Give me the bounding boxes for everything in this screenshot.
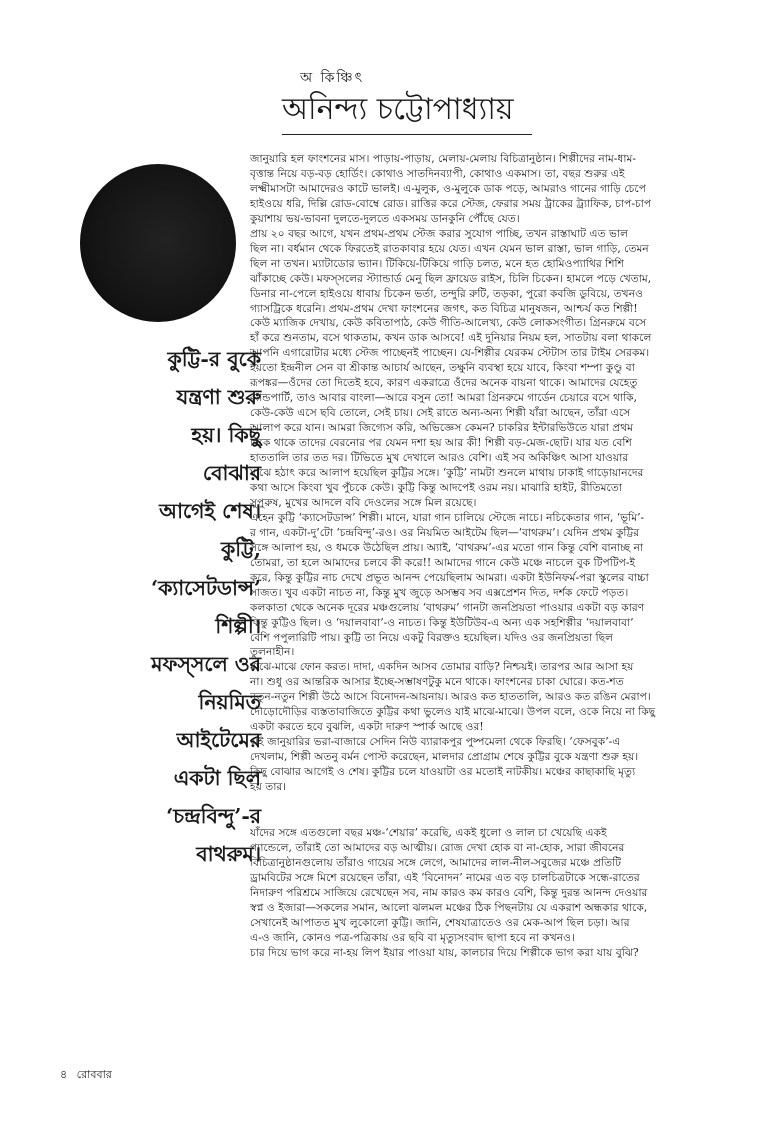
pull-quote-line: মফস্‌সলে ওর [151,651,261,676]
article-line: জানুয়ারি হল ফাংশনের মাস। পাড়ায়-পাড়ায়, মেলায়-মেলায় বিচিত্রানুষ্ঠান। শিল্পীদের নাম-ধাম- [250,152,637,165]
article-line: কেউ ম্যাজিক দেখায়, কেউ কবিতাপাঠ, কেউ গীতি-আলেখ্য, কেউ লোকসংগীত। গ্রিনরুমে বসে [250,316,647,330]
article-line: স্বপ্ন ও ইজারা—সকলের সমান, আলো ঝলমল মঞ্চের ঠিক পিছনটায় যে একরাশ অন্ধকার থাকে, [250,900,648,914]
article-line: কেউ-কেউ এসে ছবি তোলে, সেই চায়। সেই রাতে অন্য-অন্য শিল্পী যাঁরা আছেন, তাঁরা এসে [250,406,631,420]
article-line: প্রায় ২০ বছর আগে, যখন প্রথম-প্রথম স্টেজ করার সুযোগ পাচ্ছি, তখন রাস্তাঘাট এত ভাল [250,226,629,240]
article-line: বিচিত্রানুষ্ঠানগুলোয় তাঁরাও গায়ের সঙ্গে লেগে, আমাদের লাল-নীল-সবুজের মঞ্চে প্রতিটি [250,855,622,869]
article-line: কথা আসে কিংবা খুব পুঁচকে কেউ। কুট্টি কিন্তু আদপেই ওরম নয়। মাঝারি হাইট, রীতিমতো [250,480,622,494]
article-line: লক্ষ্মীমাসটা আমাদেরও কাটে ভালই। এ-মুলুক, ও-মুলুকে ডাক পড়ে, আমরাও গানের গাড়ি চেপে [250,181,646,195]
article-line: দিকে থাকে তাদের বেরনোর পর যেমন দশা হয় আর কী! শিল্পী বড়-মেজ-ছোট। যার যত বেশি [250,436,632,450]
article-line: করে, কিন্তু কুট্টির নাচ দেখে প্রভূত আনন্দ পেয়েছিলাম আমরা। একটা ইউনিফর্ম-পরা স্কুলের বাচ্চা [250,570,649,584]
magazine-name: রোববার [76,1068,112,1081]
pull-quote-line: কুট্টি-র বুকে [167,347,261,371]
pull-quote-line: আগেই শেষ। [159,499,261,524]
pull-quote-line: বাথরুম। [196,842,261,867]
article-line: গ্যাসট্রিকে ধরেনি। প্রথম-প্রথম দেখা ফাংশনের জগৎ, কত বিচিত্র মানুষজন, আশ্চর্য কত শিল্পী! [250,301,638,315]
article-line: র গান, একটা-দু’টো ‘চন্দ্রবিন্দু’-রও। ওর নিয়মিত আইটেম ছিল—‘বাথরুম’। যেদিন প্রথম কুট্টির [250,525,640,539]
article-line: চার দিয়ে ভাগ করে না-হয় লিপ ইয়ার পাওয়া যায়, কালচার দিয়ে শিল্পীকে ভাগ করা যায় বুঝি? [250,945,639,959]
page-footer [60,1066,260,1085]
pull-quote-line: ‘ক্যাসেটডান্স’ [150,575,261,600]
article-line: ঝাঁকাচ্ছে কেউ। মফস্‌সলের স্ট্যান্ডার্ড মেনু ছিল ফ্রায়েড রাইস, চিলি চিকেন। হামলে পড়ে খেতাম, [250,271,652,285]
page-number: ৪ [60,1068,68,1081]
article-line: দৌড়োদৌড়ির ব্যস্ততাবাজিতে কুট্টির কথা ভুলেও যাই মাঝে-মাঝে। উপল বলে, ওকে নিয়ে না কিছু [250,705,656,719]
article-block-1 [250,152,710,795]
article-line: আপনি এগারোটার মধ্যে স্টেজ পাচ্ছেনই পাচ্ছেন। যে-শিল্পীর যেরকম স্টেটাস তার টাইম সেরকম। [250,346,650,360]
article-line: কুয়াশায় ভয়-ভাবনা দুলতে-দুলতে একসময় ডানকুনি পৌঁছে যেত। [250,211,520,225]
pull-quote-line: একটা ছিল [173,766,261,791]
author-photo [80,164,236,322]
article-line: তুলনাহীন। [250,645,295,659]
article-line: এ-ও জানি, কোনও পত্র-পত্রিকায় ওর ছবি বা মৃত্যুসংবাদ ছাপা হবে না কখনও। [250,930,575,944]
article-line: মাঝে হঠাৎ করে আলাপ হয়েছিল কুট্টির সঙ্গে। ‘কুট্টি’ নামটা শুনলে মাথায় ঢাকাই গাড়োয়ানদের [250,466,644,480]
article-line: আলাপ করে যান। আমরা জিগ্যেস করি, অভিজ্ঞেস কেমন? চাকরির ইন্টারভিউতে যারা প্রথম [250,421,634,435]
article-line: সাজত। খুব একটা নাচত না, কিন্তু মুখ জুড়ে অসম্ভব সব এক্সপ্রেশন দিত, দর্শক ফেটে পড়ত। [250,585,629,599]
pull-quote-line: ‘চন্দ্রবিন্দু’-র [166,804,261,829]
article-line: সেখানেই আপাতত মুখ লুকোলো কুট্টি। জানি, শেষযাত্রাতেও ওর মেক-আপ ছিল চড়া। আর [250,915,630,929]
article-line: বেশি পপুলারিটি পায়। কুট্টি তা নিয়ে একটু বিরক্তও হয়েছিল। যদিও ওর জনপ্রিয়তা ছিল [250,630,614,644]
article-line: হয় তার। [250,780,287,794]
pull-quote-line: যন্ত্রণা শুরু [176,385,261,410]
column-tag: অ কিঞ্চিৎ [300,70,365,86]
article-line: যাঁদের সঙ্গে এতগুলো বছর মঞ্চ-‘শেয়ার’ করেছি, একই ধুলো ও লাল চা খেয়েছি একই [250,825,607,839]
article-line: কিন্তু কুট্টিও ছিল। ও ‘দয়ালবাবা’-ও নাচত। কিন্তু ইউটিউব-এ অন্য এক সহশিল্পীর ‘দয়ালবাবা’ [250,615,634,629]
article-line: তোমরা, তা হলে আমাদের চলবে কী করে!! আমাদের গানে কেউ মঞ্চে নাচলে বুক টিপটিপ-ই [250,555,636,569]
article-line: সুপুরুষ, মুখের আদলে ববি দেওলের সঙ্গে মিল রয়েছে। [250,495,477,509]
article-line: না। শুধু ওর আন্তরিক আসার ইচ্ছে-সম্ভাষণটুকু মনে থাকে। ফাংশনের চাকা ঘোরে। কত-শত [250,675,624,689]
article-line: কিছু বোঝার আগেই ও শেষ। কুট্টির চলে যাওয়াটা ওর মতোই নাটকীয়। মঞ্চের কাছাকাছি মৃত্যু [250,765,636,779]
article-line: ছিল না। বর্ধমান থেকে ফিরতেই রাতকাবার হয়ে যেত। এখন যেমন ভাল রাস্তা, ভাল গাড়ি, তেমন [250,241,649,255]
article-line: ডিনার না-পেলে হাইওয়ে ধাবায় চিকেন ভর্তা, তন্দুরি রুটি, তড়কা, পুরো কবজি ডুবিয়ে, তখনও [250,286,643,300]
pull-quote-line: শিল্পী। [215,613,261,638]
article-line: ছিল না তখন। ম্যাটাডোর ভ্যান। টিকিয়ে-টিকিয়ে গাড়ি চলত, মনে হত হোমিওপ্যাথির শিশি [250,256,624,270]
article-line: এহেন কুট্টি ‘ক্যাসেটডান্স’ শিল্পী। মানে, যারা গান চালিয়ে স্টেজে নাচে। নচিকেতার গান, ‘ভূমি’- [250,510,645,524]
article-line: সঙ্গে আলাপ হয়, ও ধমকে উঠেছিল প্রায়। অ্যাই, ‘বাথরুম’-এর মতো গান কিন্তু বেশি বানাচ্ছ না [250,540,644,554]
article-line: দেখলাম, শিল্পী অতনু বর্মন পোস্ট করেছেন, মালদার প্রোগ্রাম শেষে কুট্টির বুকে যন্ত্রণা শুরু হয়। [250,750,639,764]
article-line: প্যান্ডেলে, তাঁরাই তো আমাদের বড় আত্মীয়। রোজ দেখা হোক বা না-হোক, সারা জীবনের [250,840,625,854]
article-line: একটা করতে হবে বুঝলি, একটা দারুণ স্পার্ক আছে ওর! [250,720,484,734]
pull-quote-line: আইটেমের [176,727,261,752]
pull-quote-line: নিয়মিত [198,689,261,714]
article-line: হাততালি তার তত দর। টিভিতে মুখ দেখালে আরও বেশি। এই সব অকিঞ্চিৎ আসা যাওয়ার [250,451,629,465]
pull-quote-line: হয়। কিছু [191,423,261,448]
article-line: নিদারুণ পরিশ্রমে সাজিয়ে রেখেছেন সব, নাম কারও কম কারও বেশি, কিন্তু দুরন্ত আনন্দ দেওয়ার [250,885,648,899]
article-line: এই জানুয়ারির ভরা-বাজারে সেদিন নিউ ব্যারাকপুর পুষ্পমেলা থেকে ফিরছি। ‘ফেসবুক’-এ [250,735,621,749]
author-name: অনিন্দ্য চট্টোপাধ্যায় [282,88,532,135]
article-line: কলকাতা থেকে অনেক দূরের মঞ্চগুলোয় ‘বাথরুম’ গানটা জনপ্রিয়তা পাওয়ার একটা বড় কারণ [250,600,645,614]
article-line: রূপঙ্কর—ওঁদের তো দিতেই হবে, কারণ একরাত্রে ওঁদের অনেক বায়না থাকে। আমাদের যেহেতু [250,376,638,390]
pull-quote [95,340,261,873]
pull-quote-line: কুট্টি, [220,537,261,562]
article-line: মাঝে-মাঝে ফোন করত। দাদা, একদিন আসব তোমার বাড়ি? নিশ্চয়ই। তারপর আর আসা হয় [250,660,634,674]
article-line: হাঁ করে শুনতাম, বসে থাকতাম, কখন ডাক আসবে! এই দুনিয়ার নিয়ম হল, সাতটায় বলা থাকলে [250,331,652,345]
article-body [250,152,710,961]
article-line: ব্যান্ডপার্টি, তাও আবার বাংলা—আরে বসুন তো! আমরা গ্রিনরুমে গার্ডেন চেয়ারে বসে থাকি, [250,391,638,405]
article-line: হাইওয়ে ধরি, দিল্লি রোড-বোম্বে রোড। রাত্তির করে স্টেজ, ফেরার সময় ট্রাকের ট্র্যাফিক, চাপ-চাপ [250,196,652,210]
article-line: হয়তো ইন্দ্রনীল সেন বা শ্রীকান্ত আচার্য আছেন, তক্ষুনি ব্যবস্থা হয়ে যাবে, কিংবা শম্পা কুণ্ডু বা [250,361,635,375]
article-line: বৃত্তান্ত নিয়ে বড়-বড় হোর্ডিং। কোথাও সাতদিনব্যাপী, কোথাও একমাস। তা, বছর শুরুর এই [250,166,625,180]
article-line: নতুন-নতুন শিল্পী উঠে আসে বিনোদন-আয়নায়। আরও কত হাততালি, আরও কত রঙিন মেরাপ। [250,690,651,704]
article-block-2 [250,826,710,961]
pull-quote-line: বোঝার [202,461,261,486]
article-line: ড্রামবিটের সঙ্গে মিশে রয়েছেন তাঁরা, এই ‘বিনোদন’ নামের এত বড় চালচিত্রটাকে সন্ধে-রাতের [250,870,640,884]
